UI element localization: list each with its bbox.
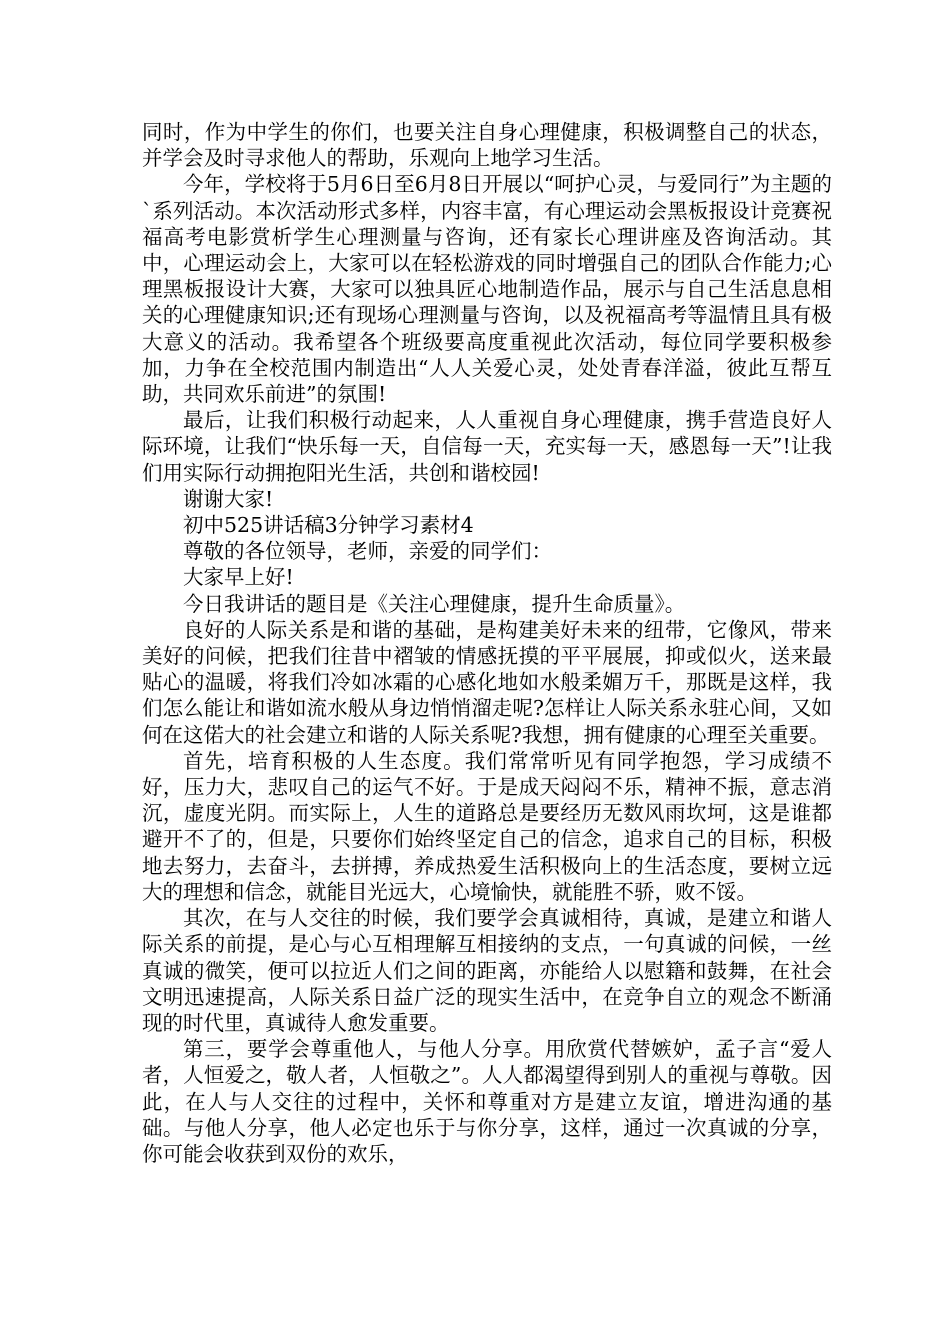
paragraph-continuation: 同时，作为中学生的你们，也要关注自身心理健康，积极调整自己的状态，并学会及时寻求他人的帮助，乐观向上地学习生活。 <box>142 120 832 171</box>
paragraph-activity-intro: 今年，学校将于5月6日至6月8日开展以“呵护心灵，与爱同行”为主题的`系列活动。本次活动形式多样，内容丰富，有心理运动会黑板报设计竞赛祝福高考电影赏析学生心理测量与咨询，还有家长心理讲座及咨询活动。其中，心理运动会上，大家可以在轻松游戏的同时增强自己的团队合作能力;心理黑板报设计大赛，大家可以独具匠心地制造作品，展示与自己生活息息相关的心理健康知识;还有现场心理测量与咨询，以及祝福高考等温情且具有极大意义的活动。我希望各个班级要高度重视此次活动，每位同学要积极参加，力争在全校范围内制造出“人人关爱心灵，处处青春洋溢，彼此互帮互助，共同欢乐前进”的氛围! <box>142 172 832 407</box>
paragraph-closing: 最后，让我们积极行动起来，人人重视自身心理健康，携手营造良好人际环境，让我们“快乐每一天，自信每一天，充实每一天，感恩每一天”!让我们用实际行动拥抱阳光生活，共创和谐校园! <box>142 408 832 485</box>
speech-topic: 今日我讲话的题目是《关注心理健康，提升生命质量》。 <box>183 591 686 616</box>
greeting: 大家早上好! <box>183 565 294 590</box>
salutation: 尊敬的各位领导，老师，亲爱的同学们： <box>183 539 552 564</box>
paragraph-relationships: 良好的人际关系是和谐的基础，是构建美好未来的纽带，它像风，带来美好的问候，把我们往昔中褶皱的情感抚摸的平平展展，抑或似火，送来最贴心的温暖，将我们冷如冰霜的心感化地如水般柔媚万千，那既是这样，我们怎么能让和谐如流水般从身边悄悄溜走呢?怎样让人际关系永驻心间，又如何在这偌大的社会建立和谐的人际关系呢?我想，拥有健康的心理至关重要。 <box>142 617 832 747</box>
paragraph-second-point: 其次，在与人交往的时候，我们要学会真诚相待，真诚，是建立和谐人际关系的前提，是心与心互相理解互相接纳的支点，一句真诚的问候，一丝真诚的微笑，便可以拉近人们之间的距离，亦能给人以慰籍和鼓舞，在社会文明迅速提高，人际关系日益广泛的现实生活中，在竞争自立的观念不断涌现的时代里，真诚待人愈发重要。 <box>142 906 832 1035</box>
document-body <box>142 119 832 1167</box>
section-title: 初中525讲话稿3分钟学习素材4 <box>183 513 474 538</box>
paragraph-third-point: 第三，要学会尊重他人，与他人分享。用欣赏代替嫉妒，孟子言“爱人者，人恒爱之，敬人者，人恒敬之”。人人都渴望得到别人的重视与尊敬。因此，在人与人交往的过程中，关怀和尊重对方是建立友谊，增进沟通的基础。与他人分享，他人必定也乐于与你分享，这样，通过一次真诚的分享，你可能会收获到双份的欢乐， <box>142 1037 832 1166</box>
paragraph-thanks: 谢谢大家! <box>183 486 274 511</box>
paragraph-first-point: 首先，培育积极的人生态度。我们常常听见有同学抱怨，学习成绩不好，压力大，悲叹自己的运气不好。于是成天闷闷不乐，精神不振，意志消沉，虚度光阴。而实际上，人生的道路总是要经历无数风雨坎坷，这是谁都避开不了的，但是，只要你们始终坚定自己的信念，追求自己的目标，积极地去努力，去奋斗，去拼搏，养成热爱生活积极向上的生活态度，要树立远大的理想和信念，就能目光远大，心境愉快，就能胜不骄，败不馁。 <box>142 748 832 904</box>
